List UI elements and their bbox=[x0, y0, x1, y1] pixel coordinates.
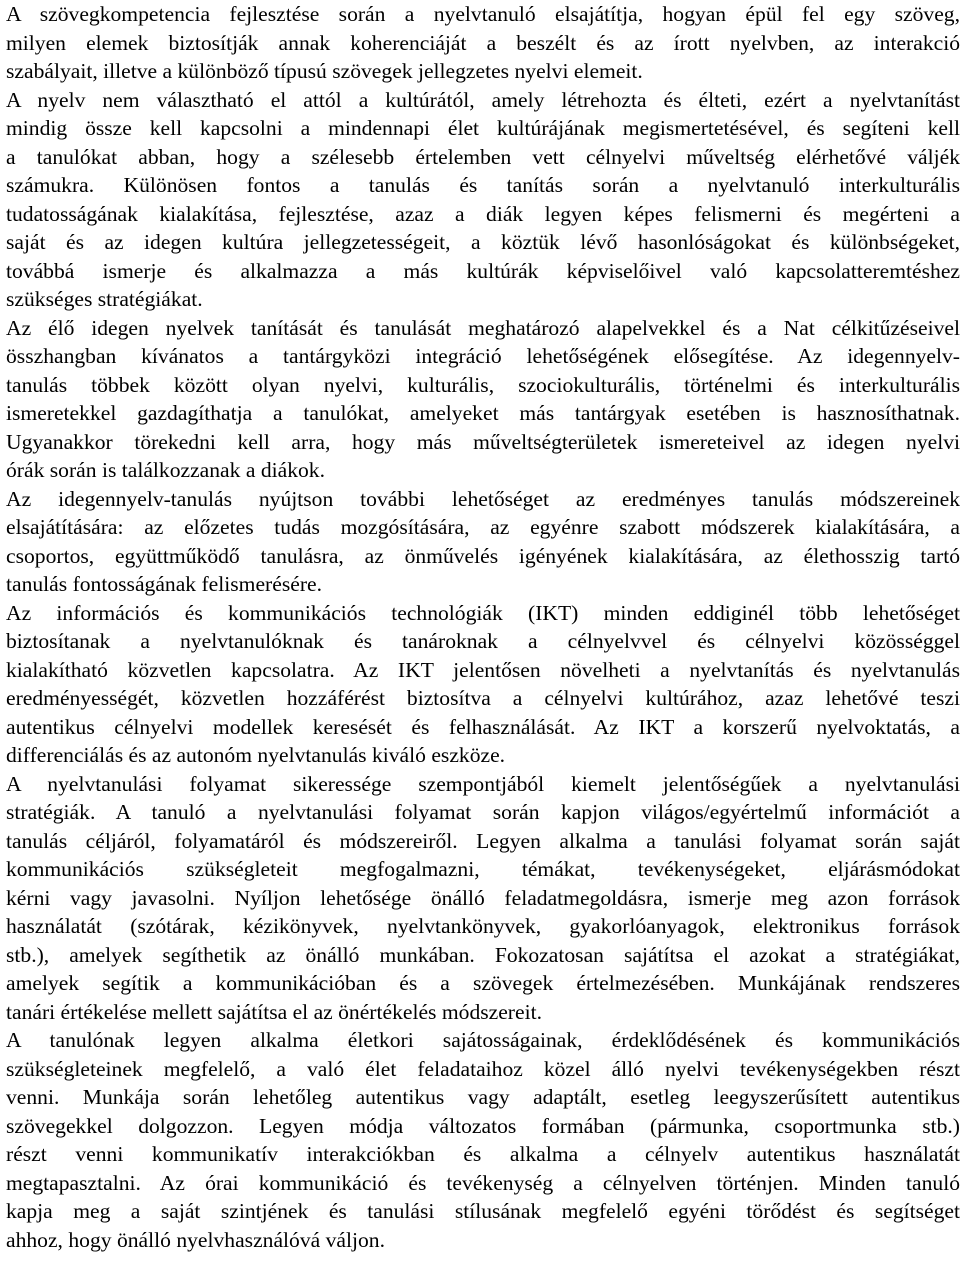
text-line: A nyelvtanulási folyamat sikeressége szempontjából kiemelt jelentőségűek a nyelvtanulási bbox=[6, 771, 960, 796]
text-line: biztosítanak a nyelvtanulóknak és tanároknak a célnyelvvel és célnyelvi közösséggel bbox=[6, 629, 960, 653]
text-line: stb.), amelyek segíthetik az önálló munkában. Fokozatosan sajátítsa el azokat a stratégiákat, bbox=[6, 942, 960, 967]
text-line: Az élő idegen nyelvek tanítását és tanulását meghatározó alapelvekkel és a Nat célkitűzéseivel bbox=[6, 315, 960, 340]
text-line: Az idegennyelv-tanulás nyújtson további lehetőséget az eredményes tanulás módszereinek bbox=[6, 486, 960, 511]
paragraph-learning-methods bbox=[6, 485, 960, 599]
text-line: továbbá ismerje és alkalmazza a más kultúrák képviselőivel való kapcsolatteremtéshez bbox=[6, 258, 960, 283]
text-line: differenciálás és az autonóm nyelvtanulás kiváló eszköze. bbox=[6, 743, 506, 767]
text-line: kérni vagy javasolni. Nyíljon lehetősége önálló feladatmegoldásra, ismerje meg azon források bbox=[6, 885, 960, 910]
text-line: szabályait, illetve a különböző típusú szövegek jellegzetes nyelvi elemeit. bbox=[6, 59, 643, 83]
text-line: kommunikációs szükségleteit megfogalmazni, témákat, tevékenységeket, eljárásmódokat bbox=[6, 857, 960, 881]
document-body bbox=[6, 0, 960, 1254]
text-line: összhangban kívánatos a tantárgyközi integráció lehetőségének elősegítése. Az idegennyelv- bbox=[6, 344, 960, 368]
text-line: megtapasztalni. Az órai kommunikáció és tevékenység a célnyelven történjen. Minden tanuló bbox=[6, 1170, 960, 1195]
text-line: részt venni kommunikatív interakciókban és alkalma a célnyelv autentikus használatát bbox=[6, 1142, 960, 1166]
text-line: venni. Munkája során lehetőleg autentikus vagy adaptált, esetleg leegyszerűsített autentikus bbox=[6, 1085, 960, 1109]
text-line: tanulás többek között olyan nyelvi, kulturális, szociokulturális, történelmi és interkulturális bbox=[6, 372, 960, 397]
text-line: csoportos, együttműködő tanulásra, az önművelés igényének kialakítására, az élethosszig tartó bbox=[6, 543, 960, 568]
text-line: A tanulónak legyen alkalma életkori sajátosságainak, érdeklődésének és kommunikációs bbox=[6, 1028, 960, 1052]
text-line: kialakítható közvetlen kapcsolatra. Az IKT jelentősen növelheti a nyelvtanítás és nyelvtanulás bbox=[6, 657, 960, 682]
text-line: Ugyanakkor törekedni kell arra, hogy más műveltségterületek ismereteivel az idegen nyelvi bbox=[6, 429, 960, 454]
text-line: szükséges stratégiákat. bbox=[6, 287, 203, 311]
paragraph-strategies bbox=[6, 770, 960, 1027]
text-line: A szövegkompetencia fejlesztése során a nyelvtanuló elsajátítja, hogyan épül fel egy szöveg, bbox=[6, 2, 960, 26]
text-line: számukra. Különösen fontos a tanulás és tanítás során a nyelvtanuló interkulturális bbox=[6, 173, 960, 197]
text-line: mindig össze kell kapcsolni a mindennapi élet kultúrájának megismertetésével, és segíteni kell bbox=[6, 116, 960, 140]
paragraph-integration bbox=[6, 314, 960, 485]
text-line: tanulás fontosságának felismerésére. bbox=[6, 572, 322, 596]
text-line: saját és az idegen kultúra jellegzetességeit, a köztük lévő hasonlóságokat és különbségeket, bbox=[6, 230, 960, 254]
text-line: stratégiák. A tanuló a nyelvtanulási folyamat során kapjon világos/egyértelmű információt a bbox=[6, 800, 960, 824]
text-line: tudatosságának kialakítása, fejlesztése, azaz a diák legyen képes felismerni és megérteni a bbox=[6, 201, 960, 226]
text-line: használatát (szótárak, kézikönyvek, nyelvtankönyvek, gyakorlóanyagok, elektronikus források bbox=[6, 914, 960, 938]
text-line: elsajátítására: az előzetes tudás mozgósítására, az egyénre szabott módszerek kialakítására, a bbox=[6, 515, 960, 539]
text-line: milyen elemek biztosítják annak koherenciáját a beszélt és az írott nyelvben, az interakció bbox=[6, 30, 960, 55]
text-line: a tanulókat abban, hogy a szélesebb értelemben vett célnyelvi műveltség elérhetővé váljék bbox=[6, 144, 960, 169]
text-line: amelyek segítik a kommunikációban és a szövegek értelmezésében. Munkájának rendszeres bbox=[6, 971, 960, 995]
text-line: szövegekkel dolgozzon. Legyen módja változatos formában (pármunka, csoportmunka stb.) bbox=[6, 1113, 960, 1138]
text-line: A nyelv nem választható el attól a kultúrától, amely létrehozta és élteti, ezért a nyelvtanítást bbox=[6, 87, 960, 112]
text-line: tanári értékelése mellett sajátítsa el az önértékelés módszereit. bbox=[6, 999, 542, 1024]
text-line: Az információs és kommunikációs technológiák (IKT) minden eddiginél több lehetőséget bbox=[6, 600, 960, 625]
paragraph-text-competence bbox=[6, 0, 960, 86]
text-line: ahhoz, hogy önálló nyelvhasználóvá váljon. bbox=[6, 1227, 385, 1252]
text-line: órák során is találkozzanak a diákok. bbox=[6, 458, 325, 482]
text-line: kapja meg a saját szintjének és tanulási stílusának megfelelő egyéni törődést és segítséget bbox=[6, 1199, 960, 1223]
paragraph-learner-needs bbox=[6, 1026, 960, 1254]
paragraph-ikt bbox=[6, 599, 960, 770]
text-line: tanulás céljáról, folyamatáról és módszereiről. Legyen alkalma a tanulási folyamat során saját bbox=[6, 828, 960, 853]
text-line: ismeretekkel gazdagíthatja a tanulókat, amelyeket más tantárgyak esetében is hasznosíthatnak. bbox=[6, 401, 960, 425]
paragraph-culture bbox=[6, 86, 960, 314]
text-line: autentikus célnyelvi modellek keresését és felhasználását. Az IKT a korszerű nyelvoktatás, a bbox=[6, 714, 960, 739]
text-line: eredményességét, közvetlen hozzáférést biztosítva a célnyelvi kultúrához, azaz lehetővé teszi bbox=[6, 686, 960, 710]
text-line: szükségleteinek megfelelő, a való élet feladataihoz közel álló nyelvi tevékenységekben részt bbox=[6, 1056, 960, 1081]
